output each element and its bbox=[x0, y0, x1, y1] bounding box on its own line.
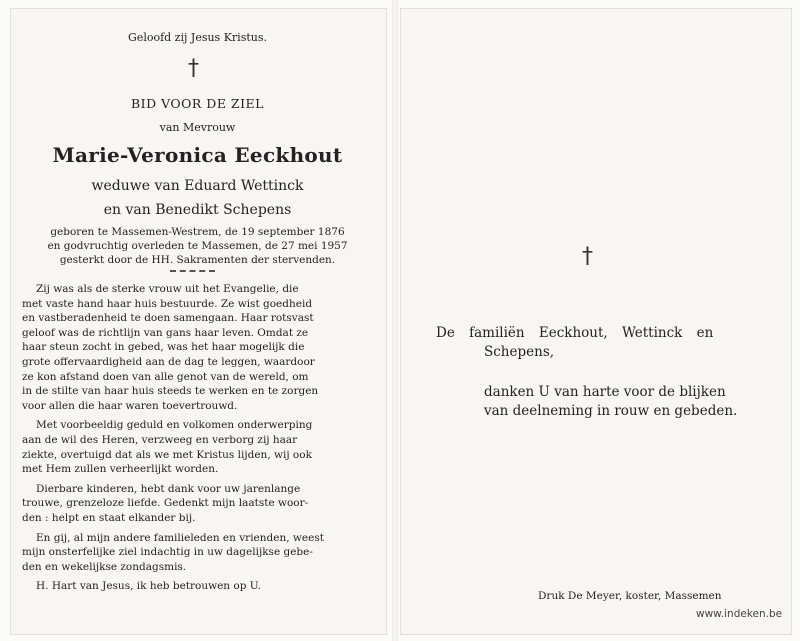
paragraph: Zij was als de sterke vrouw uit het Evangelie, die met vaste hand haar huis bestuurde. Ze wist goedheid en vastberadenheid te doen samengaan. Haar rotsvast geloof was de richtlijn van gans haar leven. Omdat ze haar steun zocht in gebed, was het haar mogelijk die grote offervaardigheid aan de dag te leggen, waardoor ze kon afstand doen van alle genot van de wereld, om in de stilte van haar huis steeds te werken en te zorgen voor allen die haar waren toevertrouwd. bbox=[22, 283, 319, 412]
watermark: www.indeken.be bbox=[696, 608, 783, 620]
second-marriage-line: en van Benedikt Schepens bbox=[103, 202, 292, 218]
eulogy-text bbox=[22, 282, 360, 594]
honorific: van Mevrouw bbox=[159, 121, 236, 134]
families-line-continued: Schepens, bbox=[484, 344, 555, 360]
intro-line: Geloofd zij Jesus Kristus. bbox=[128, 31, 267, 44]
death-line: en godvruchtig overleden te Massemen, de 27 mei 1957 bbox=[47, 240, 348, 252]
birth-line: geboren te Massemen-Westrem, de 19 september 1876 bbox=[50, 226, 345, 238]
right-panel bbox=[400, 8, 792, 635]
families-line: De familiën Eeckhout, Wettinck en bbox=[436, 325, 714, 341]
sacraments-line: gesterkt door de HH. Sakramenten der stervenden. bbox=[59, 254, 336, 266]
cross-icon: † bbox=[188, 56, 199, 81]
thanks-line-continued: van deelneming in rouw en gebeden. bbox=[484, 403, 738, 419]
card-fold bbox=[392, 0, 398, 641]
separator-dashes bbox=[170, 270, 215, 272]
paragraph: H. Hart van Jesus, ik heb betrouwen op U. bbox=[36, 580, 262, 593]
paragraph: Met voorbeeldig geduld en volkomen onderwerping aan de wil des Heren, verzweeg en verborg zij haar ziekte, overtuigd dat als we met Kristus lijden, wij ook met Hem zullen verheerlijkt worden. bbox=[22, 419, 313, 476]
prayer-heading: BID VOOR DE ZIEL bbox=[131, 96, 264, 111]
paragraph: Dierbare kinderen, hebt dank voor uw jarenlange trouwe, grenzeloze liefde. Gedenkt mijn laatste woor- den : helpt en staat elkander bij. bbox=[22, 482, 309, 524]
widow-line: weduwe van Eduard Wettinck bbox=[91, 178, 304, 194]
paragraph: En gij, al mijn andere familieleden en vrienden, weest mijn onsterfelijke ziel indachtig in uw dagelijkse gebe- den en wekelijkse zondagsmis. bbox=[22, 531, 324, 573]
cross-icon: † bbox=[582, 244, 593, 269]
printer-credit: Druk De Meyer, koster, Massemen bbox=[538, 590, 722, 602]
thanks-line: danken U van harte voor de blijken bbox=[484, 384, 726, 400]
deceased-name: Marie-Veronica Eeckhout bbox=[52, 143, 343, 167]
